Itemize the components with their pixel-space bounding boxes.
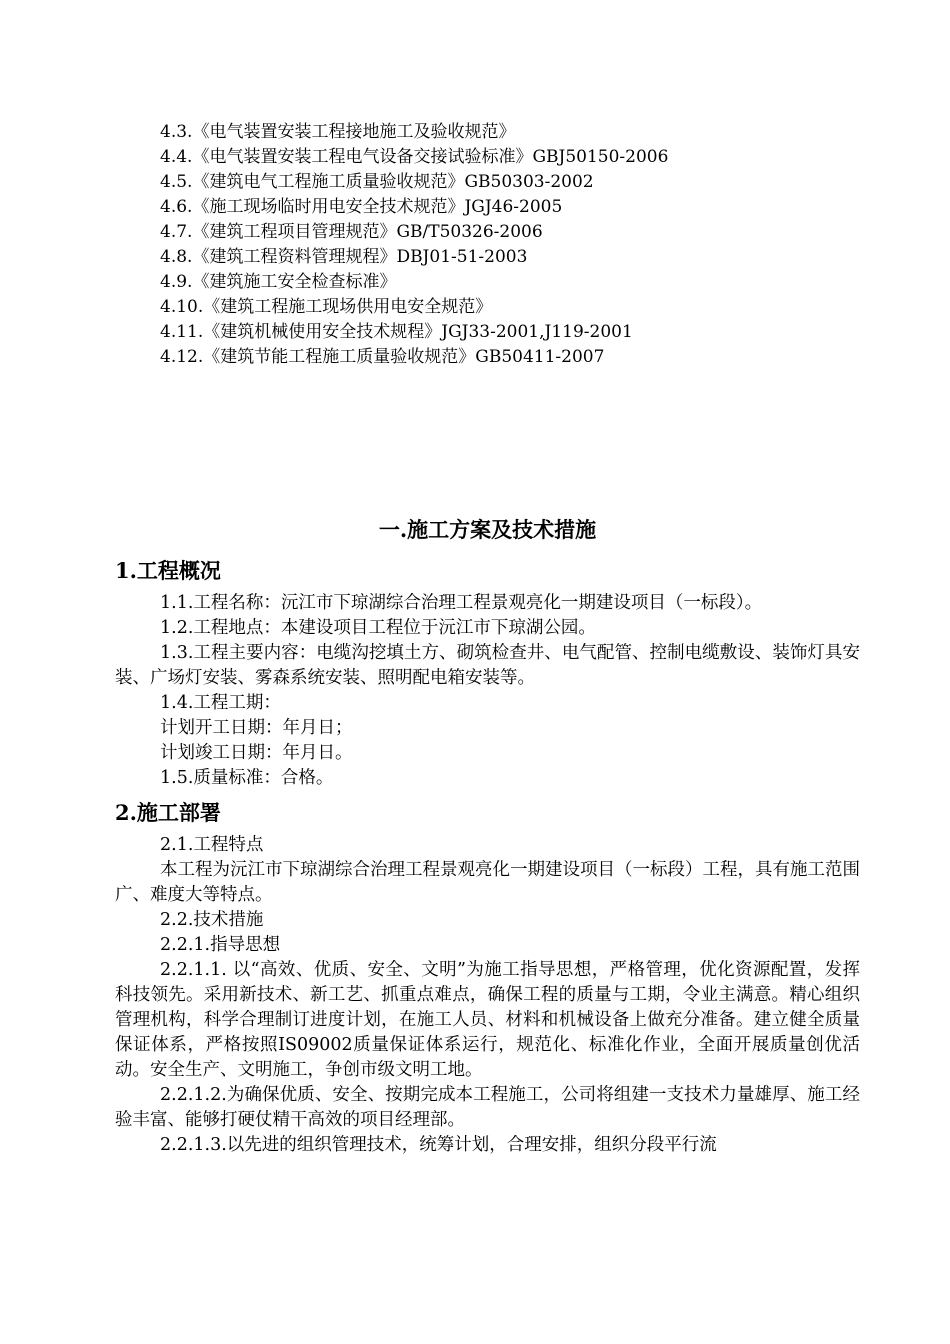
reference-item: 4.3.《电气装置安装工程接地施工及验收规范》	[160, 122, 516, 142]
section-heading-deployment: 2.施工部署	[115, 800, 221, 825]
paragraph: 2.2.技术措施	[160, 910, 264, 930]
paragraph: 2.2.1.1. 以“高效、优质、安全、文明”为施工指导思想，严格管理，优化资源配置，发挥科技领先。采用新技术、新工艺、抓重点难点，确保工程的质量与工期，令业主满意。精心组织管理机构，科学合理制订进度计划，在施工人员、材料和机械设备上做充分准备。建立健全质量保证体系，严格按照IS09002质量保证体系运行，规范化、标准化作业，全面开展质量创优活动。安全生产、文明施工，争创市级文明工地。	[115, 960, 860, 1080]
paragraph: 1.1.工程名称：沅江市下琼湖综合治理工程景观亮化一期建设项目（一标段）。	[160, 593, 763, 613]
chapter-title: 一.施工方案及技术措施	[378, 517, 597, 542]
paragraph: 1.2.工程地点：本建设项目工程位于沅江市下琼湖公园。	[160, 618, 596, 638]
reference-item: 4.6.《施工现场临时用电安全技术规范》JGJ46-2005	[160, 197, 563, 217]
paragraph: 2.2.1.指导思想	[160, 935, 281, 955]
paragraph: 1.4.工程工期：	[160, 693, 281, 713]
paragraph: 2.2.1.2.为确保优质、安全、按期完成本工程施工，公司将组建一支技术力量雄厚、施工经验丰富、能够打硬仗精干高效的项目经理部。	[115, 1085, 860, 1130]
paragraph: 2.1.工程特点	[160, 835, 264, 855]
reference-item: 4.12.《建筑节能工程施工质量验收规范》GB50411-2007	[160, 347, 605, 367]
reference-item: 4.7.《建筑工程项目管理规范》GB/T50326-2006	[160, 222, 543, 242]
reference-item: 4.4.《电气装置安装工程电气设备交接试验标准》GBJ50150-2006	[160, 147, 669, 167]
reference-item: 4.9.《建筑施工安全检查标准》	[160, 272, 397, 292]
document-page	[115, 120, 860, 1158]
reference-item: 4.11.《建筑机械使用安全技术规程》JGJ33-2001,J119-2001	[160, 322, 633, 342]
reference-list	[115, 120, 860, 370]
paragraph: 计划开工日期：年月日；	[160, 718, 353, 738]
paragraph: 本工程为沅江市下琼湖综合治理工程景观亮化一期建设项目（一标段）工程，具有施工范围广、难度大等特点。	[115, 860, 860, 905]
paragraph: 2.2.1.3.以先进的组织管理技术，统筹计划，合理安排，组织分段平行流	[160, 1135, 717, 1155]
reference-item: 4.10.《建筑工程施工现场供用电安全规范》	[160, 297, 493, 317]
reference-item: 4.5.《建筑电气工程施工质量验收规范》GB50303-2002	[160, 172, 594, 192]
paragraph: 1.5.质量标准：合格。	[160, 768, 334, 788]
paragraph: 1.3.工程主要内容：电缆沟挖填土方、砌筑检查井、电气配管、控制电缆敷设、装饰灯具安装、广场灯安装、雾森系统安装、照明配电箱安装等。	[115, 643, 860, 688]
paragraph: 计划竣工日期：年月日。	[160, 743, 353, 763]
section-heading-overview: 1.工程概况	[115, 558, 221, 583]
reference-item: 4.8.《建筑工程资料管理规程》DBJ01-51-2003	[160, 247, 528, 267]
